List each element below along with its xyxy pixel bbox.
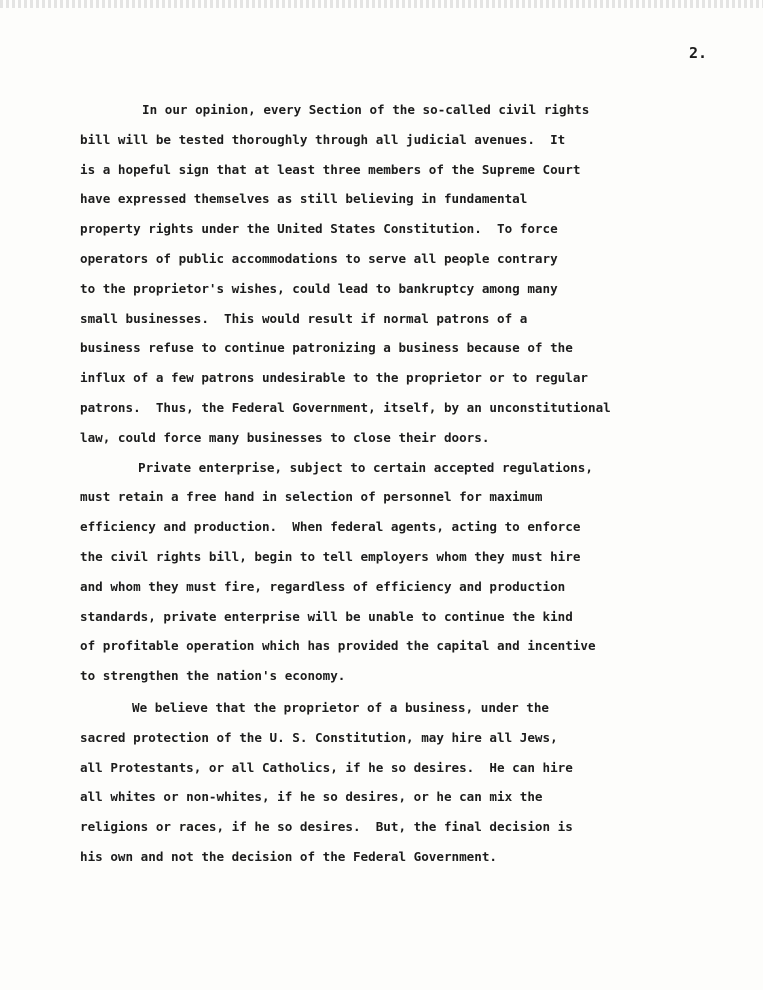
paragraph-2 — [80, 453, 740, 691]
text-line: We believe that the proprietor of a business, under the — [132, 699, 550, 715]
text-line: standards, private enterprise will be unable to continue the kind — [80, 608, 573, 624]
document-body — [80, 95, 740, 872]
text-line: and whom they must fire, regardless of efficiency and production — [80, 578, 566, 594]
text-line: business refuse to continue patronizing a business because of the — [80, 340, 573, 356]
text-line: to strengthen the nation's economy. — [80, 668, 346, 684]
text-line: In our opinion, every Section of the so-called civil rights — [142, 102, 590, 117]
text-line: to the proprietor's wishes, could lead to bankruptcy among many — [80, 280, 558, 296]
text-line: operators of public accommodations to serve all people contrary — [80, 250, 558, 266]
text-line: Private enterprise, subject to certain accepted regulations, — [138, 459, 593, 475]
text-line: small businesses. This would result if normal patrons of a — [80, 310, 528, 326]
text-line: his own and not the decision of the Federal Government. — [80, 848, 498, 864]
text-line: must retain a free hand in selection of personnel for maximum — [80, 489, 543, 505]
text-line: efficiency and production. When federal agents, acting to enforce — [80, 519, 581, 535]
text-line: law, could force many businesses to close their doors. — [80, 429, 490, 445]
text-line: all Protestants, or all Catholics, if he so desires. He can hire — [80, 759, 573, 775]
text-line: religions or races, if he so desires. But, the final decision is — [80, 819, 573, 835]
text-line: the civil rights bill, begin to tell employers whom they must hire — [80, 548, 581, 564]
text-line: is a hopeful sign that at least three members of the Supreme Court — [80, 161, 581, 177]
paragraph-3 — [80, 693, 740, 872]
text-line: sacred protection of the U. S. Constitution, may hire all Jews, — [80, 729, 558, 745]
page-number: 2. — [689, 44, 708, 62]
text-line: patrons. Thus, the Federal Government, itself, by an unconstitutional — [80, 399, 611, 415]
text-line: of profitable operation which has provided the capital and incentive — [80, 638, 596, 654]
text-line: all whites or non-whites, if he so desires, or he can mix the — [80, 789, 543, 805]
scan-top-edge — [0, 0, 763, 8]
paragraph-1 — [80, 95, 740, 453]
text-line: have expressed themselves as still believing in fundamental — [80, 191, 528, 207]
text-line: bill will be tested thoroughly through all judicial avenues. It — [80, 131, 566, 147]
text-line: property rights under the United States Constitution. To force — [80, 221, 558, 237]
text-line: influx of a few patrons undesirable to the proprietor or to regular — [80, 370, 588, 386]
